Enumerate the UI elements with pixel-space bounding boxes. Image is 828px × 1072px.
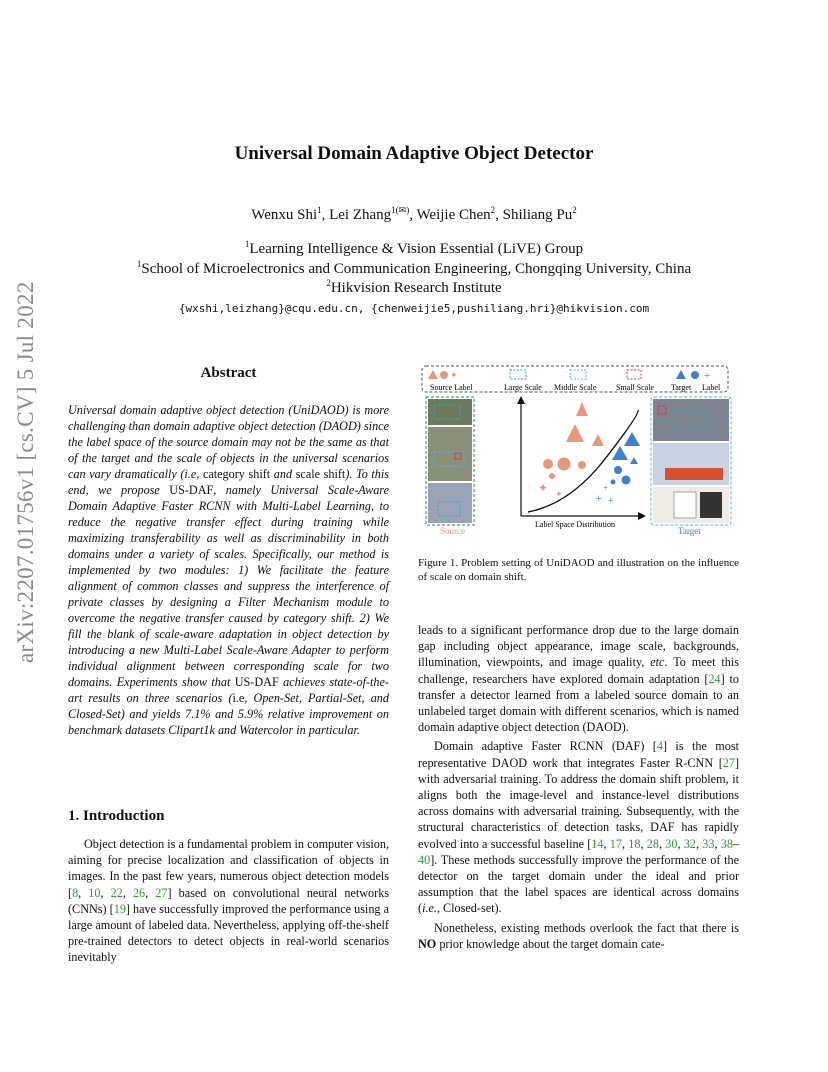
target-mark: + [603,483,609,493]
right-paragraph-1: leads to a significant performance drop due to the large domain gap including object appearance, image scale, backgrounds, illumination, viewpoints, and image quality, etc. To meet this challenge, researchers have explored domain adaptation [24] to transfer a detector learned from a labeled source domain to an unlabeled target domain with different scenarios, which is named domain adaptive object detection (DAOD). [418,623,740,735]
abstract-heading: Abstract [200,365,257,381]
target-mark [614,466,622,474]
author-name: Weijie Chen [416,207,491,223]
source-mark: ✦ [538,481,549,495]
intro-paragraph-1: Object detection is a fundamental problem in computer vision, aiming for precise localization and classification of objects in images. In the past few years, numerous object detection models [8, 10, 22, 26, 27] based on convolutional neural networks (CNNs) [19] have successfully improved the performance using a large amount of labeled data. Nevertheless, applying off-the-shelf pre-trained detectors to detect objects in real-world scenarios inevitably [68,837,390,965]
legend-source-label: Source Label [430,383,473,392]
source-mark [578,461,586,469]
source-image-2 [428,427,472,481]
legend-small-scale-box [627,370,641,379]
target-mark [612,446,628,460]
intro-column-left [68,836,389,966]
citation-link[interactable]: 24 [708,671,721,686]
source-image-3 [428,483,472,523]
citation-link[interactable]: 28 [646,836,659,851]
legend-circle-source [440,371,448,379]
target-mark [624,432,640,446]
citation-link[interactable]: 30 [665,836,678,851]
citation-link[interactable]: 10 [88,885,101,900]
legend-triangle-source [428,370,438,379]
legend-large-scale: Large Scale [504,383,542,392]
legend-middle-scale: Middle Scale [554,383,597,392]
target-mark [630,457,638,464]
intro-heading: 1. Introduction [68,808,165,824]
target-caption: Target [678,526,701,536]
author-name: Lei Zhang [329,207,392,223]
source-mark [566,424,584,442]
citation-link[interactable]: 22 [110,885,123,900]
target-mark [611,480,616,485]
author-list: Wenxu Shi$^1$, Lei Zhang$^{1(✉)}$, Weijie Chen$^2$, Shiliang Pu$^2$ [251,205,577,223]
target-mark: + [595,491,602,505]
legend-triangle-target [676,370,686,379]
right-paragraph-2: Domain adaptive Faster RCNN (DAF) [4] is the most representative DAOD work that integrates Faster R-CNN [27] with adversarial training. To address the domain shift problem, it aligns both the image-level and instance-level distributions across domains with adversarial training. Subsequently, with the structural characteristics of detection tasks, DAF has rapidly evolved into a successful baseline [14, 17, 18, 28, 30, 32, 33, 38–40]. These methods successfully improve the performance of the detector on the target domain under the ideal and prior assumption that the label spaces are identical across domains (i.e., Closed-set). [418,739,740,916]
citation-link[interactable]: 17 [609,836,622,851]
legend-middle-scale-box [570,370,586,379]
right-paragraph-3: Nonetheless, existing methods overlook the fact that there is NO prior knowledge about the target domain cate- [418,920,739,951]
legend-target: Target [671,383,692,392]
paper-title: Universal Domain Adaptive Object Detector [234,143,594,164]
citation-link[interactable]: 18 [628,836,641,851]
affiliation-1: $^1$Learning Intelligence & Vision Essential (LiVE) Group [244,239,584,257]
x-axis-label: Label Space Distribution [535,520,615,529]
right-column [418,622,739,952]
figure-1-caption: Figure 1. Problem setting of UniDAOD and illustration on the influence of scale on domain shift. [418,557,739,583]
source-image-1 [428,399,472,425]
legend-plus-target: + [704,370,711,382]
abstract-body: Universal domain adaptive object detection (UniDAOD) is more challenging than domain adaptive object detection (DAOD) since the label space of the source domain may not be the same as that of the target and the scale of objects in the universal scenarios can vary dramatically (i.e, category shift and scale shift). To this end, we propose US-DAF, namely Universal Scale-Aware Domain Adaptive Faster RCNN with Multi-Label Learning, to reduce the negative transfer effect during training while maximizing transferability as well as discriminability in both domains under a variety of scales. Specifically, our method is implemented by two modules: 1) We facilitate the feature alignment of common classes and suppress the interference of private classes by designing a Filter Mechanism module to overcome the negative transfer caused by category shift. 2) We fill the blank of scale-aware adaptation in object detection by introducing a new Multi-Label Scale-Aware Adapter to perform individual alignment between corresponding scale for two domains. Experiments show that US-DAF achieves state-of-the-art results on three scenarios (i.e, Open-Set, Partial-Set, and Closed-Set) and yields 7.1% and 5.9% relative improvement on benchmark datasets Clipart1k and Watercolor in particular. [68,403,390,737]
author-emails: {wxshi,leizhang}@cqu.edu.cn, {chenweijie5,pushiliang.hri}@hikvision.com [178,302,650,315]
figure-1 [420,364,738,540]
legend-star-source: ✦ [450,370,458,380]
legend-large-scale-box [510,370,526,379]
source-mark [576,402,588,416]
author-name: Shiliang Pu [502,207,573,223]
citation-link[interactable]: 32 [683,836,696,851]
arxiv-stamp: arXiv:2207.01756v1 [cs.CV] 5 Jul 2022 [13,281,38,663]
affiliation-2: $^1$School of Microelectronics and Communication Engineering, Chongqing University, China [136,259,692,277]
citation-link[interactable]: 4 [656,739,663,754]
legend-small-scale: Small Scale [616,383,654,392]
source-mark [592,434,604,446]
citation-link[interactable]: 33 [702,836,715,851]
source-mark: ✦ [555,489,563,499]
figure-1-graphic [420,364,738,540]
legend-circle-target [691,371,699,379]
citation-link[interactable]: 8 [72,885,79,900]
citation-link[interactable]: 14 [591,836,604,851]
source-mark [549,473,555,479]
citation-link[interactable]: 40 [418,852,431,867]
citation-link[interactable]: 19 [113,901,126,916]
source-caption: Source [440,526,465,536]
citation-link[interactable]: 38 [720,836,733,851]
target-image-1 [653,399,729,441]
legend-label: Label [702,383,721,392]
source-mark [543,459,553,469]
target-mark [622,476,631,485]
citation-link[interactable]: 27 [155,885,168,900]
source-mark [558,458,571,471]
author-name: Wenxu Shi [251,207,318,223]
citation-link[interactable]: 27 [722,755,735,770]
affiliation-3: $^2$Hikvision Research Institute [326,278,502,296]
target-mark: + [608,496,614,507]
citation-link[interactable]: 26 [132,885,146,900]
